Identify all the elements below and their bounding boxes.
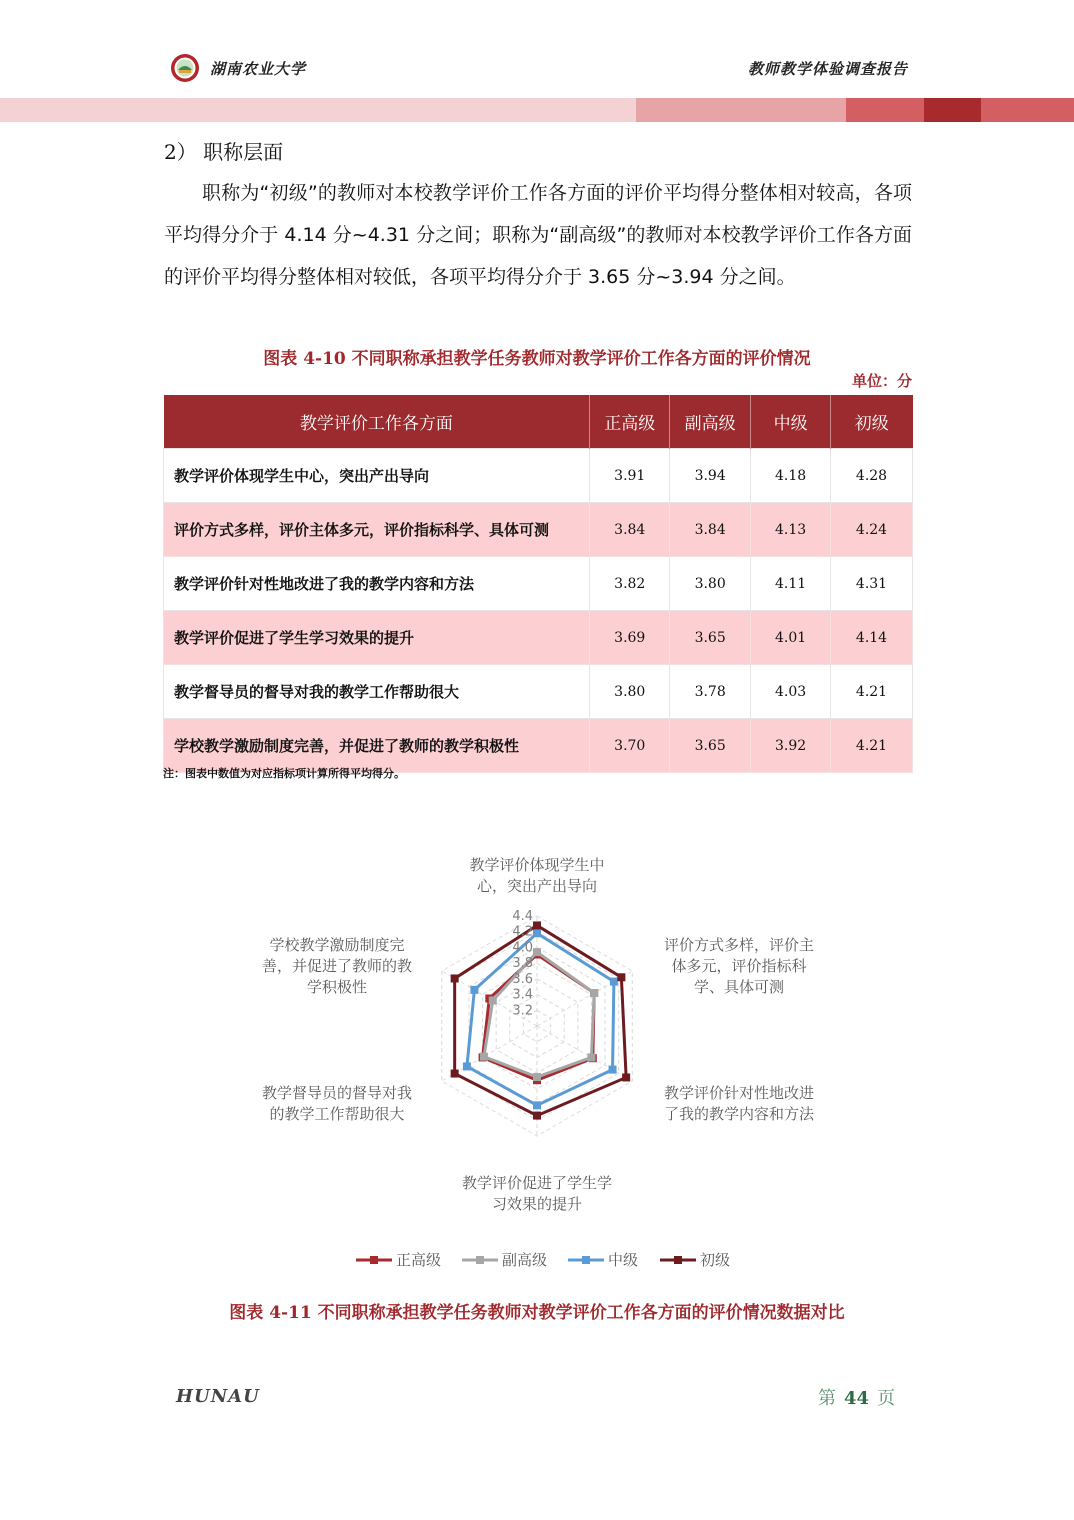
data-point xyxy=(480,1053,488,1061)
axis-label-line: 习效果的提升 xyxy=(491,1195,583,1213)
axis-label xyxy=(262,936,412,996)
row-label: 学校教学激励制度完善，并促进了教师的教学积极性 xyxy=(164,719,590,773)
table-cell: 4.13 xyxy=(751,503,831,557)
table-cell: 3.94 xyxy=(670,449,751,503)
data-point xyxy=(533,1101,541,1109)
band-segment xyxy=(846,98,924,122)
university-name: 湖南农业大学 xyxy=(210,60,307,78)
table-row xyxy=(164,449,913,503)
data-point xyxy=(533,948,541,956)
axis-label xyxy=(462,1174,612,1213)
band-segment xyxy=(0,98,636,122)
axis-label-line: 教学评价体现学生中 xyxy=(469,856,605,874)
table-cell: 4.21 xyxy=(831,719,913,773)
row-label: 评价方式多样，评价主体多元，评价指标科学、具体可测 xyxy=(164,503,590,557)
table-header-cell: 初级 xyxy=(831,395,913,449)
legend-label: 中级 xyxy=(608,1251,639,1269)
data-point xyxy=(617,973,625,981)
axis-label xyxy=(664,936,814,996)
table-cell: 4.14 xyxy=(831,611,913,665)
row-label: 教学督导员的督导对我的教学工作帮助很大 xyxy=(164,665,590,719)
table-header-cell: 教学评价工作各方面 xyxy=(164,395,590,449)
table-header-cell: 正高级 xyxy=(590,395,670,449)
table-cell: 3.65 xyxy=(670,611,751,665)
table-row xyxy=(164,503,913,557)
legend-marker xyxy=(582,1256,590,1264)
radar-chart xyxy=(0,840,1074,1280)
university-seal-icon xyxy=(170,53,200,83)
table-note: 注：图表中数值为对应指标项计算所得平均得分。 xyxy=(163,767,405,780)
score-table xyxy=(163,395,913,773)
data-point xyxy=(533,1112,541,1120)
axis-label-line: 心，突出产出导向 xyxy=(476,877,598,895)
tick-label: 3.8 xyxy=(512,956,533,972)
axis-label xyxy=(469,856,604,895)
table-header-cell: 中级 xyxy=(751,395,831,449)
band-segment xyxy=(981,98,1074,122)
axis-label-line: 了我的教学内容和方法 xyxy=(663,1105,815,1123)
tick-label: 3.6 xyxy=(512,971,533,987)
band-segment xyxy=(924,98,981,122)
data-point xyxy=(587,1053,595,1061)
axis-label-line: 学校教学激励制度完 xyxy=(269,936,405,954)
row-label: 教学评价体现学生中心，突出产出导向 xyxy=(164,449,590,503)
data-point xyxy=(489,996,497,1004)
table-cell: 4.11 xyxy=(751,557,831,611)
axis-label xyxy=(262,1084,412,1123)
table-caption: 图表 4-10 不同职称承担教学任务教师对教学评价工作各方面的评价情况 xyxy=(263,349,811,369)
axis-label-line: 学、具体可测 xyxy=(693,978,785,996)
data-point xyxy=(533,1073,541,1081)
axis-label xyxy=(664,1084,815,1123)
table-cell: 3.69 xyxy=(590,611,670,665)
legend-marker xyxy=(370,1256,378,1264)
body-paragraph: 职称为“初级”的教师对本校教学评价工作各方面的评价平均得分整体相对较高，各项平均得分介于 4.14 分~4.31 分之间；职称为“副高级”的教师对本校教学评价工作各方面的评价平均得分整体相对较低，各项平均得分介于 3.65 分~3.94 分之间。 xyxy=(164,182,912,288)
table-cell: 3.78 xyxy=(670,665,751,719)
page-number: 44 xyxy=(844,1388,870,1409)
table-unit: 单位：分 xyxy=(851,372,912,390)
row-label: 教学评价针对性地改进了我的教学内容和方法 xyxy=(164,557,590,611)
table-cell: 4.18 xyxy=(751,449,831,503)
axis-label-line: 体多元，评价指标科 xyxy=(671,957,807,975)
table-header-row xyxy=(164,395,913,449)
data-point xyxy=(610,978,618,986)
axis-label-line: 学积极性 xyxy=(306,978,368,996)
data-point xyxy=(533,921,541,929)
legend-label: 正高级 xyxy=(396,1251,442,1269)
axis-label-line: 善，并促进了教师的教 xyxy=(261,957,413,975)
table-row xyxy=(164,557,913,611)
tick-label: 3.4 xyxy=(512,987,533,1003)
table-row xyxy=(164,611,913,665)
legend-label: 副高级 xyxy=(502,1251,548,1269)
section-title: 2） 职称层面 xyxy=(164,140,284,164)
footer-logo: HUNAU xyxy=(176,1386,260,1407)
table-cell: 3.80 xyxy=(590,665,670,719)
data-point xyxy=(463,1062,471,1070)
tick-label: 4.0 xyxy=(512,940,533,956)
table-cell: 4.21 xyxy=(831,665,913,719)
table-cell: 4.31 xyxy=(831,557,913,611)
table-cell: 3.84 xyxy=(670,503,751,557)
table-cell: 4.24 xyxy=(831,503,913,557)
table-cell: 3.80 xyxy=(670,557,751,611)
axis-label-line: 评价方式多样，评价主 xyxy=(663,936,815,954)
axis-label-line: 教学督导员的督导对我 xyxy=(261,1084,413,1102)
table-cell: 3.92 xyxy=(751,719,831,773)
data-point xyxy=(470,986,478,994)
table-cell: 3.91 xyxy=(590,449,670,503)
table-cell: 3.82 xyxy=(590,557,670,611)
table-row xyxy=(164,665,913,719)
data-point xyxy=(590,989,598,997)
data-point xyxy=(609,1066,617,1074)
report-title: 教师教学体验调查报告 xyxy=(747,60,908,78)
axis-label-line: 教学评价促进了学生学 xyxy=(461,1174,613,1192)
figure-caption: 图表 4-11 不同职称承担教学任务教师对教学评价工作各方面的评价情况数据对比 xyxy=(229,1303,845,1323)
tick-label: 4.4 xyxy=(512,909,533,924)
table-cell: 4.01 xyxy=(751,611,831,665)
legend-marker xyxy=(674,1256,682,1264)
tick-label: 3.2 xyxy=(512,1003,533,1019)
data-point xyxy=(622,1073,630,1081)
data-point xyxy=(451,974,459,982)
band-segment xyxy=(636,98,846,122)
data-point xyxy=(533,929,541,937)
table-cell: 3.84 xyxy=(590,503,670,557)
row-label: 教学评价促进了学生学习效果的提升 xyxy=(164,611,590,665)
data-point xyxy=(451,1070,459,1078)
table-header-cell: 副高级 xyxy=(670,395,751,449)
table-cell: 4.28 xyxy=(831,449,913,503)
page-suffix: 页 xyxy=(877,1388,896,1409)
legend-label: 初级 xyxy=(700,1251,731,1269)
table-cell: 4.03 xyxy=(751,665,831,719)
axis-label-line: 的教学工作帮助很大 xyxy=(269,1105,405,1123)
legend-marker xyxy=(476,1256,484,1264)
table-cell: 3.70 xyxy=(590,719,670,773)
tick-label: 4.2 xyxy=(512,924,533,940)
page-prefix: 第 xyxy=(818,1388,836,1409)
page-indicator xyxy=(818,1384,895,1410)
table-cell: 3.65 xyxy=(670,719,751,773)
axis-label-line: 教学评价针对性地改进 xyxy=(663,1084,815,1102)
